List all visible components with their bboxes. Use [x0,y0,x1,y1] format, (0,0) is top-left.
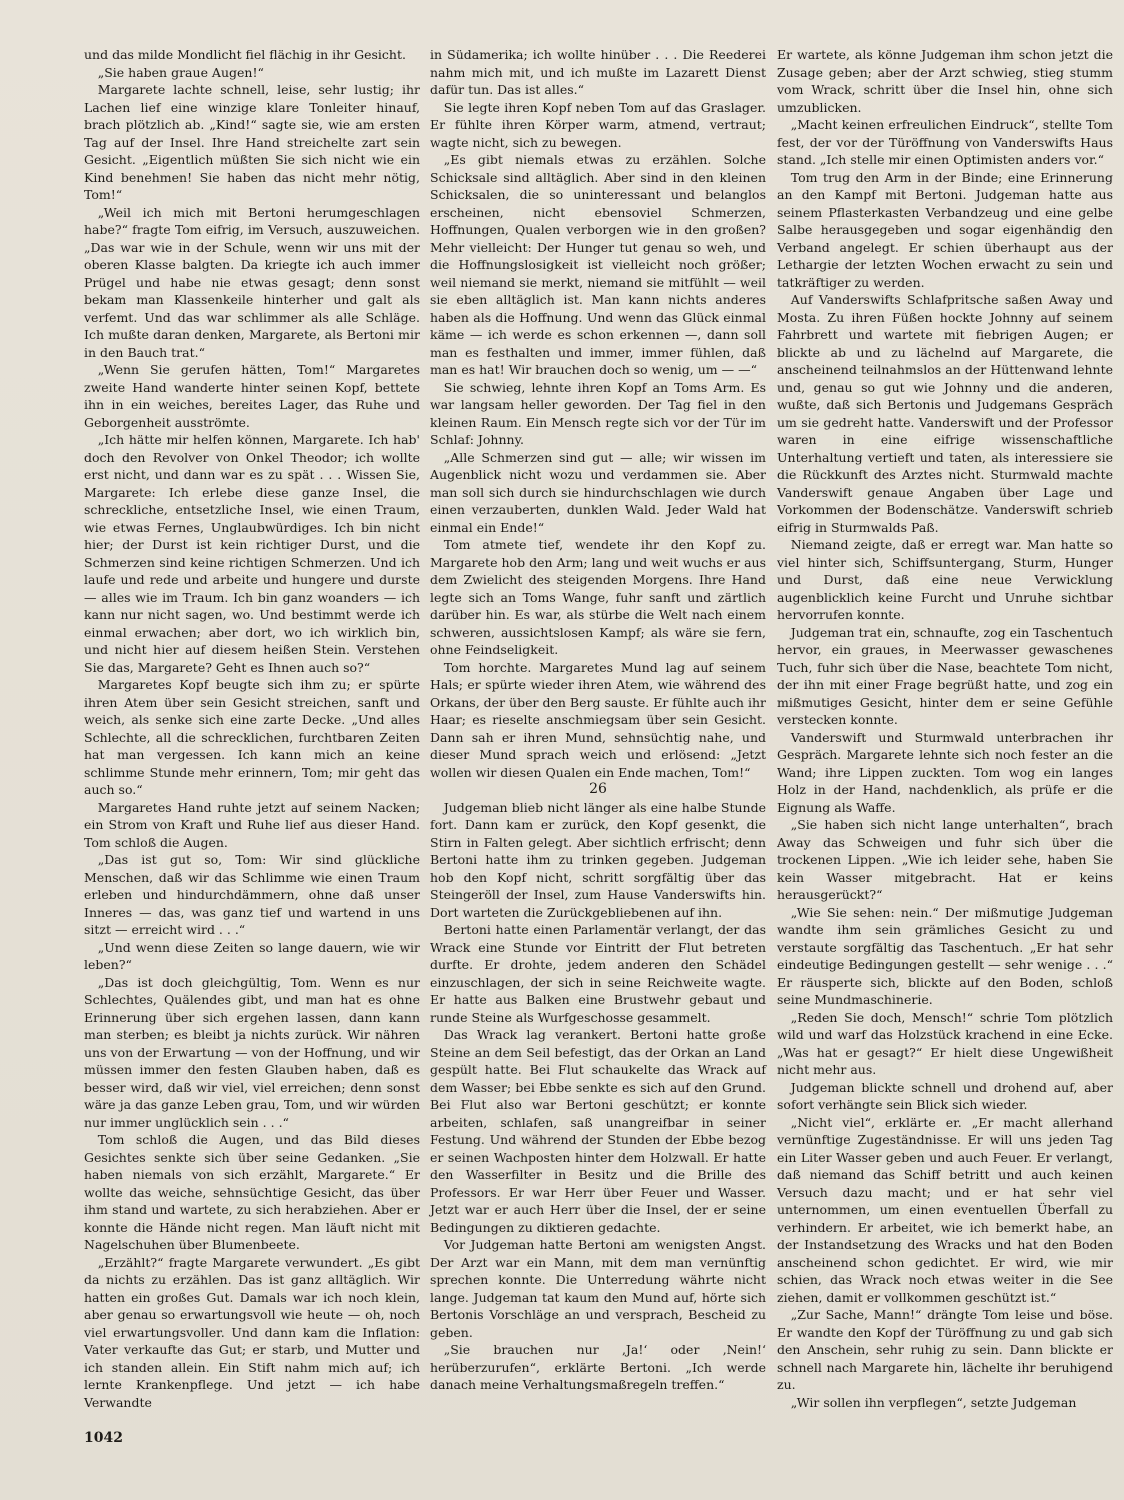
paragraph: Sie schwieg, lehnte ihren Kopf an Toms Arm. Es war langsam heller geworden. Der Tag fiel in den kleinen Raum. Ein Mensch regte sich vor der Tür im Schlaf: Johnny. [430,379,766,447]
paragraph: „Zur Sache, Mann!“ drängte Tom leise und böse. Er wandte den Kopf der Türöffnung zu und gab sich den Anschein, sehr ruhig zu sein. Dann blickte er schnell nach Margarete hin, lächelte ihr beruhigend zu. [777,1307,1113,1392]
paragraph: „Ich hätte mir helfen können, Margarete. Ich hab' doch den Revolver von Onkel Theodor; ich wollte erst nicht, und dann war es zu spät . . . Wissen Sie, Margarete: Ich erlebe diese ganze Insel, die schreckliche, entsetzliche Insel, wie einen Traum, wie etwas Fernes, Unglaubwürdiges. Ich bin nicht hier; der Durst ist kein richtiger Durst, und die Schmerzen sind keine richtigen Schmerzen. Und ich laufe und rede und arbeite und hungere und durste — alles wie im Traum. Ich bin ganz woanders — ich kann nur nicht sagen, wo. Und bestimmt werde ich einmal erwachen; aber dort, wo ich wirklich bin, und nicht hier auf diesem heißen Stein. Verstehen Sie das, Margarete? Geht es Ihnen auch so?“ [84,432,420,675]
text-column-left [84,46,420,1411]
paragraph: Niemand zeigte, daß er erregt war. Man hatte so viel hinter sich, Schiffsuntergang, Sturm, Hunger und Durst, daß eine neue Verwicklung augenblicklich keine Furcht und Unruhe sichtbar hervorrufen konnte. [777,537,1113,622]
page-number: 1042 [84,1430,123,1446]
paragraph: „Das ist doch gleichgültig, Tom. Wenn es nur Schlechtes, Quälendes gibt, und man hat es ohne Erinnerung über sich ergehen lassen, dann kann man sterben; es bleibt ja nichts zurück. Wir nähren uns von der Erwartung — von der Hoffnung, und wir müssen immer den festen Glauben haben, daß es besser wird, daß wir viel, viel erreichen; denn sonst wäre ja das ganze Leben grau, Tom, und wir würden nur immer unglücklich sein . . .“ [84,974,420,1130]
paragraph: Margaretes Kopf beugte sich ihm zu; er spürte ihren Atem über sein Gesicht streichen, sanft und weich, als senke sich eine zarte Decke. „Und alles Schlechte, all die schrecklichen, furchtbaren Zeiten hat man vergessen. Ich kann mich an keine schlimme Stunde mehr erinnern, Tom; mir geht das auch so.“ [84,677,420,797]
paragraph: „Alle Schmerzen sind gut — alle; wir wissen im Augenblick nicht wozu und verdammen sie. Aber man soll sich durch sie hindurchschlagen wie durch einen verzauberten, dunklen Wald. Jeder Wald hat einmal ein Ende!“ [430,449,766,535]
paragraph: „Sie haben sich nicht lange unterhalten“, brach Away das Schweigen und fuhr sich über die trockenen Lippen. „Wie ich leider sehe, haben Sie kein Wasser mitgebracht. Hat er keins herausgerückt?“ [777,817,1113,902]
paragraph: „Wie Sie sehen: nein.“ Der mißmutige Judgeman wandte ihm sein grämliches Gesicht zu und verstaute sorgfältig das Taschentuch. „Er hat sehr eindeutige Bedingungen gestellt — sehr wenige . . .“ Er räusperte sich, blickte auf den Boden, schloß seine Mundmaschinerie. [777,904,1113,1007]
paragraph: und das milde Mondlicht fiel flächig in ihr Gesicht. [84,47,406,62]
paragraph: Judgeman blickte schnell und drohend auf, aber sofort verhängte sein Blick sich wieder. [777,1079,1113,1112]
paragraph: Auf Vanderswifts Schlafpritsche saßen Away und Mosta. Zu ihren Füßen hockte Johnny auf seinem Fahrbrett und wartete mit fiebrigen Augen; er blickte ab und zu lächelnd auf Margarete, die anscheinend teilnahmslos an der Hüttenwand lehnte und, genau so gut wie Johnny und die anderen, wußte, daß sich Bertonis und Judgemans Gespräch um sie gedreht hatte. Vanderswift und der Professor waren in eine eifrige wissenschaftliche Unterhaltung vertieft und taten, als interessiere sie die Rückkunft des Arztes nicht. Sturmwald machte Vanderswift genaue Angaben über Lage und Vorkommen der Bodenschätze. Vanderswift schrieb eifrig in Sturmwalds Paß. [777,292,1113,535]
paragraph: Sie legte ihren Kopf neben Tom auf das Graslager. Er fühlte ihren Körper warm, atmend, vertraut; wagte nicht, sich zu bewegen. [430,99,766,150]
paragraph: „Nicht viel“, erklärte er. „Er macht allerhand vernünftige Zugeständnisse. Er will uns jeden Tag ein Liter Wasser geben und auch Feuer. Er verlangt, daß niemand das Schiff betritt und auch keinen Versuch dazu macht; und er hat sehr viel unternommen, um einen eventuellen Überfall zu verhindern. Er arbeitet, wie ich bemerkt habe, an der Instandsetzung des Wracks und hat den Boden anscheinend schon gedichtet. Er wird, wie mir schien, das Wrack noch etwas weiter in die See ziehen, damit er vollkommen geschützt ist.“ [777,1114,1113,1305]
paragraph: „Wenn Sie gerufen hätten, Tom!“ Margaretes zweite Hand wanderte hinter seinen Kopf, bettete ihn in ein weiches, bereites Lager, das Ruhe und Geborgenheit ausströmte. [84,362,420,430]
text-column-right [777,46,1113,1411]
paragraph: Tom schloß die Augen, und das Bild dieses Gesichtes senkte sich über seine Gedanken. „Sie haben niemals von sich erzählt, Margarete.“ Er wollte das weiche, sehnsüchtige Gesicht, das über ihm stand und wartete, zu sich herabziehen. Aber er konnte die Hände nicht regen. Man läuft nicht mit Nagelschuhen über Blumenbeete. [84,1132,420,1252]
paragraph: „Das ist gut so, Tom: Wir sind glückliche Menschen, daß wir das Schlimme wie einen Traum erleben und hindurchdämmern, ohne daß unser Inneres — das, was ganz tief und wartend in uns sitzt — erreicht wird . . .“ [84,852,420,937]
paragraph: „Und wenn diese Zeiten so lange dauern, wie wir leben?“ [84,939,420,972]
paragraph: Margarete lachte schnell, leise, sehr lustig; ihr Lachen lief eine winzige klare Tonleiter hinauf, brach plötzlich ab. „Kind!“ sagte sie, wie am ersten Tag auf der Insel. Ihre Hand streichelte zart sein Gesicht. „Eigentlich müßten Sie sich nicht wie ein Kind benehmen! Sie haben das nicht mehr nötig, Tom!“ [84,82,420,202]
paragraph: Tom horchte. Margaretes Mund lag auf seinem Hals; er spürte wieder ihren Atem, wie während des Orkans, der über den Berg sauste. Er fühlte auch ihr Haar; es rieselte anschmiegsam über sein Gesicht. Dann sah er ihren Mund, sehnsüchtig nahe, und dieser Mund sprach weich und erlösend: „Jetzt wollen wir diesen Qualen ein Ende machen, Tom!“ [430,659,766,780]
paragraph: Vanderswift und Sturmwald unterbrachen ihr Gespräch. Margarete lehnte sich noch fester an die Wand; ihre Lippen zuckten. Tom wog ein langes Holz in der Hand, nachdenklich, als prüfe er die Eignung als Waffe. [777,729,1113,815]
paragraph: Vor Judgeman hatte Bertoni am wenigsten Angst. Der Arzt war ein Mann, mit dem man vernünftig sprechen konnte. Die Unterredung währte nicht lange. Judgeman tat kaum den Mund auf, hörte sich Bertonis Vorschläge an und versprach, Bescheid zu geben. [430,1237,766,1340]
text-column-middle [430,46,766,1394]
paragraph: „Sie brauchen nur ‚Ja!‘ oder ‚Nein!‘ herüberzurufen“, erklärte Bertoni. „Ich werde danach meine Verhaltungsmaßregeln treffen.“ [430,1342,766,1392]
paragraph: „Es gibt niemals etwas zu erzählen. Solche Schicksale sind alltäglich. Aber sind in den kleinen Schicksalen, die so uninteressant und belanglos erscheinen, nicht ebensoviel Schmerzen, Hoffnungen, Qualen verborgen wie in den großen? Mehr vielleicht: Der Hunger tut genau so weh, und die Hoffnungslosigkeit ist vielleicht noch größer; weil niemand sie merkt, niemand sie mitfühlt — weil sie eben alltäglich ist. Man kann nichts anderes haben als die Hoffnung. Und wenn das Glück einmal käme — ich werde es schon erkennen —, dann soll man es festhalten und immer, immer fühlen, daß man es hat! Wir brauchen doch so wenig, um — —“ [430,152,766,377]
paragraph: „Macht keinen erfreulichen Eindruck“, stellte Tom fest, der vor der Türöffnung von Vanderswifts Haus stand. „Ich stelle mir einen Optimisten anders vor.“ [777,117,1113,167]
paragraph: Das Wrack lag verankert. Bertoni hatte große Steine an dem Seil befestigt, das der Orkan an Land gespült hatte. Bei Flut schaukelte das Wrack auf dem Wasser; bei Ebbe senkte es sich auf den Grund. Bei Flut also war Bertoni geschützt; er konnte arbeiten, schlafen, saß unangreifbar in seiner Festung. Und während der Stunden der Ebbe bezog er seinen Wachposten hinter dem Holzwall. Er hatte den Wasserfilter in Besitz und die Brille des Professors. Er war Herr über Feuer und Wasser. Jetzt war er auch Herr über die Insel, der er seine Bedingungen zu diktieren gedachte. [430,1027,766,1235]
paragraph: „Weil ich mich mit Bertoni herumgeschlagen habe?“ fragte Tom eifrig, im Versuch, auszuweichen. „Das war wie in der Schule, wenn wir uns mit der oberen Klasse balgten. Da kriegte ich auch immer Prügel und habe nie etwas gesagt; denn sonst bekam man Klassenkeile hinterher und galt als verfemt. Und das war schlimmer als alle Schläge. Ich mußte daran denken, Margarete, als Bertoni mir in den Bauch trat.“ [84,204,420,360]
paragraph: Bertoni hatte einen Parlamentär verlangt, der das Wrack eine Stunde vor Eintritt der Flut betreten durfte. Er drohte, jedem anderen den Schädel einzuschlagen, der sich in seine Reichweite wagte. Er hatte aus Balken eine Brustwehr gebaut und runde Steine als Wurfgeschosse gesammelt. [430,922,766,1025]
paragraph: Tom atmete tief, wendete ihr den Kopf zu. Margarete hob den Arm; lang und weit wuchs er aus dem Zwielicht des steigenden Morgens. Ihre Hand legte sich an Toms Wange, fuhr sanft und zärtlich darüber hin. Es war, als stürbe die Welt nach einem schweren, aussichtslosen Kampf; als wäre sie fern, ohne Feindseligkeit. [430,537,766,657]
paragraph: „Reden Sie doch, Mensch!“ schrie Tom plötzlich wild und warf das Holzstück krachend in eine Ecke. „Was hat er gesagt?“ Er hielt diese Ungewißheit nicht mehr aus. [777,1009,1113,1077]
paragraph: Judgeman trat ein, schnaufte, zog ein Taschentuch hervor, ein graues, in Meerwasser gewaschenes Tuch, fuhr sich über die Nase, beachtete Tom nicht, der ihn mit einer Frage begrüßt hatte, und zog ein mißmutiges Gesicht, hinter dem er seine Gefühle verstecken konnte. [777,624,1113,727]
paragraph: in Südamerika; ich wollte hinüber . . . Die Reederei nahm mich mit, und ich mußte im Lazarett Dienst dafür tun. Das ist alles.“ [430,47,766,97]
paragraph: Er wartete, als könne Judgeman ihm schon jetzt die Zusage geben; aber der Arzt schwieg, stieg stumm vom Wrack, schritt über die Insel hin, ohne sich umzublicken. [777,47,1113,115]
paragraph: „Sie haben graue Augen!“ [97,64,264,80]
paragraph: Judgeman blieb nicht länger als eine halbe Stunde fort. Dann kam er zurück, den Kopf gesenkt, die Stirn in Falten gelegt. Aber sichtlich erfrischt; denn Bertoni hatte ihm zu trinken gegeben. Judgeman hob den Kopf nicht, schritt sorgfältig über das Steingeröll der Insel, zum Hause Vanderswifts hin. Dort warteten die Zurückgebliebenen auf ihn. [430,799,766,920]
paragraph: Tom trug den Arm in der Binde; eine Erinnerung an den Kampf mit Bertoni. Judgeman hatte aus seinem Pflasterkasten Verbandzeug und eine gelbe Salbe herausgegeben und sogar eigenhändig den Verband angelegt. Er schien überhaupt aus der Lethargie der letzten Wochen erwacht zu sein und tatkräftiger zu werden. [777,169,1113,290]
paragraph: „Wir sollen ihn verpflegen“, setzte Judgeman [790,1394,1077,1410]
paragraph: „Erzählt?“ fragte Margarete verwundert. „Es gibt da nichts zu erzählen. Das ist ganz alltäglich. Wir hatten ein großes Gut. Damals war ich noch klein, aber genau so erwartungsvoll wie heute — oh, noch viel erwartungsvoller. Und dann kam die Inflation: Vater verkaufte das Gut; er starb, und Mutter und ich standen allein. Ein Stift nahm mich auf; ich lernte Krankenpflege. Und jetzt — ich habe Verwandte [84,1254,420,1410]
chapter-heading: 26 [589,781,607,797]
paragraph: Margaretes Hand ruhte jetzt auf seinem Nacken; ein Strom von Kraft und Ruhe lief aus dieser Hand. Tom schloß die Augen. [84,799,420,850]
